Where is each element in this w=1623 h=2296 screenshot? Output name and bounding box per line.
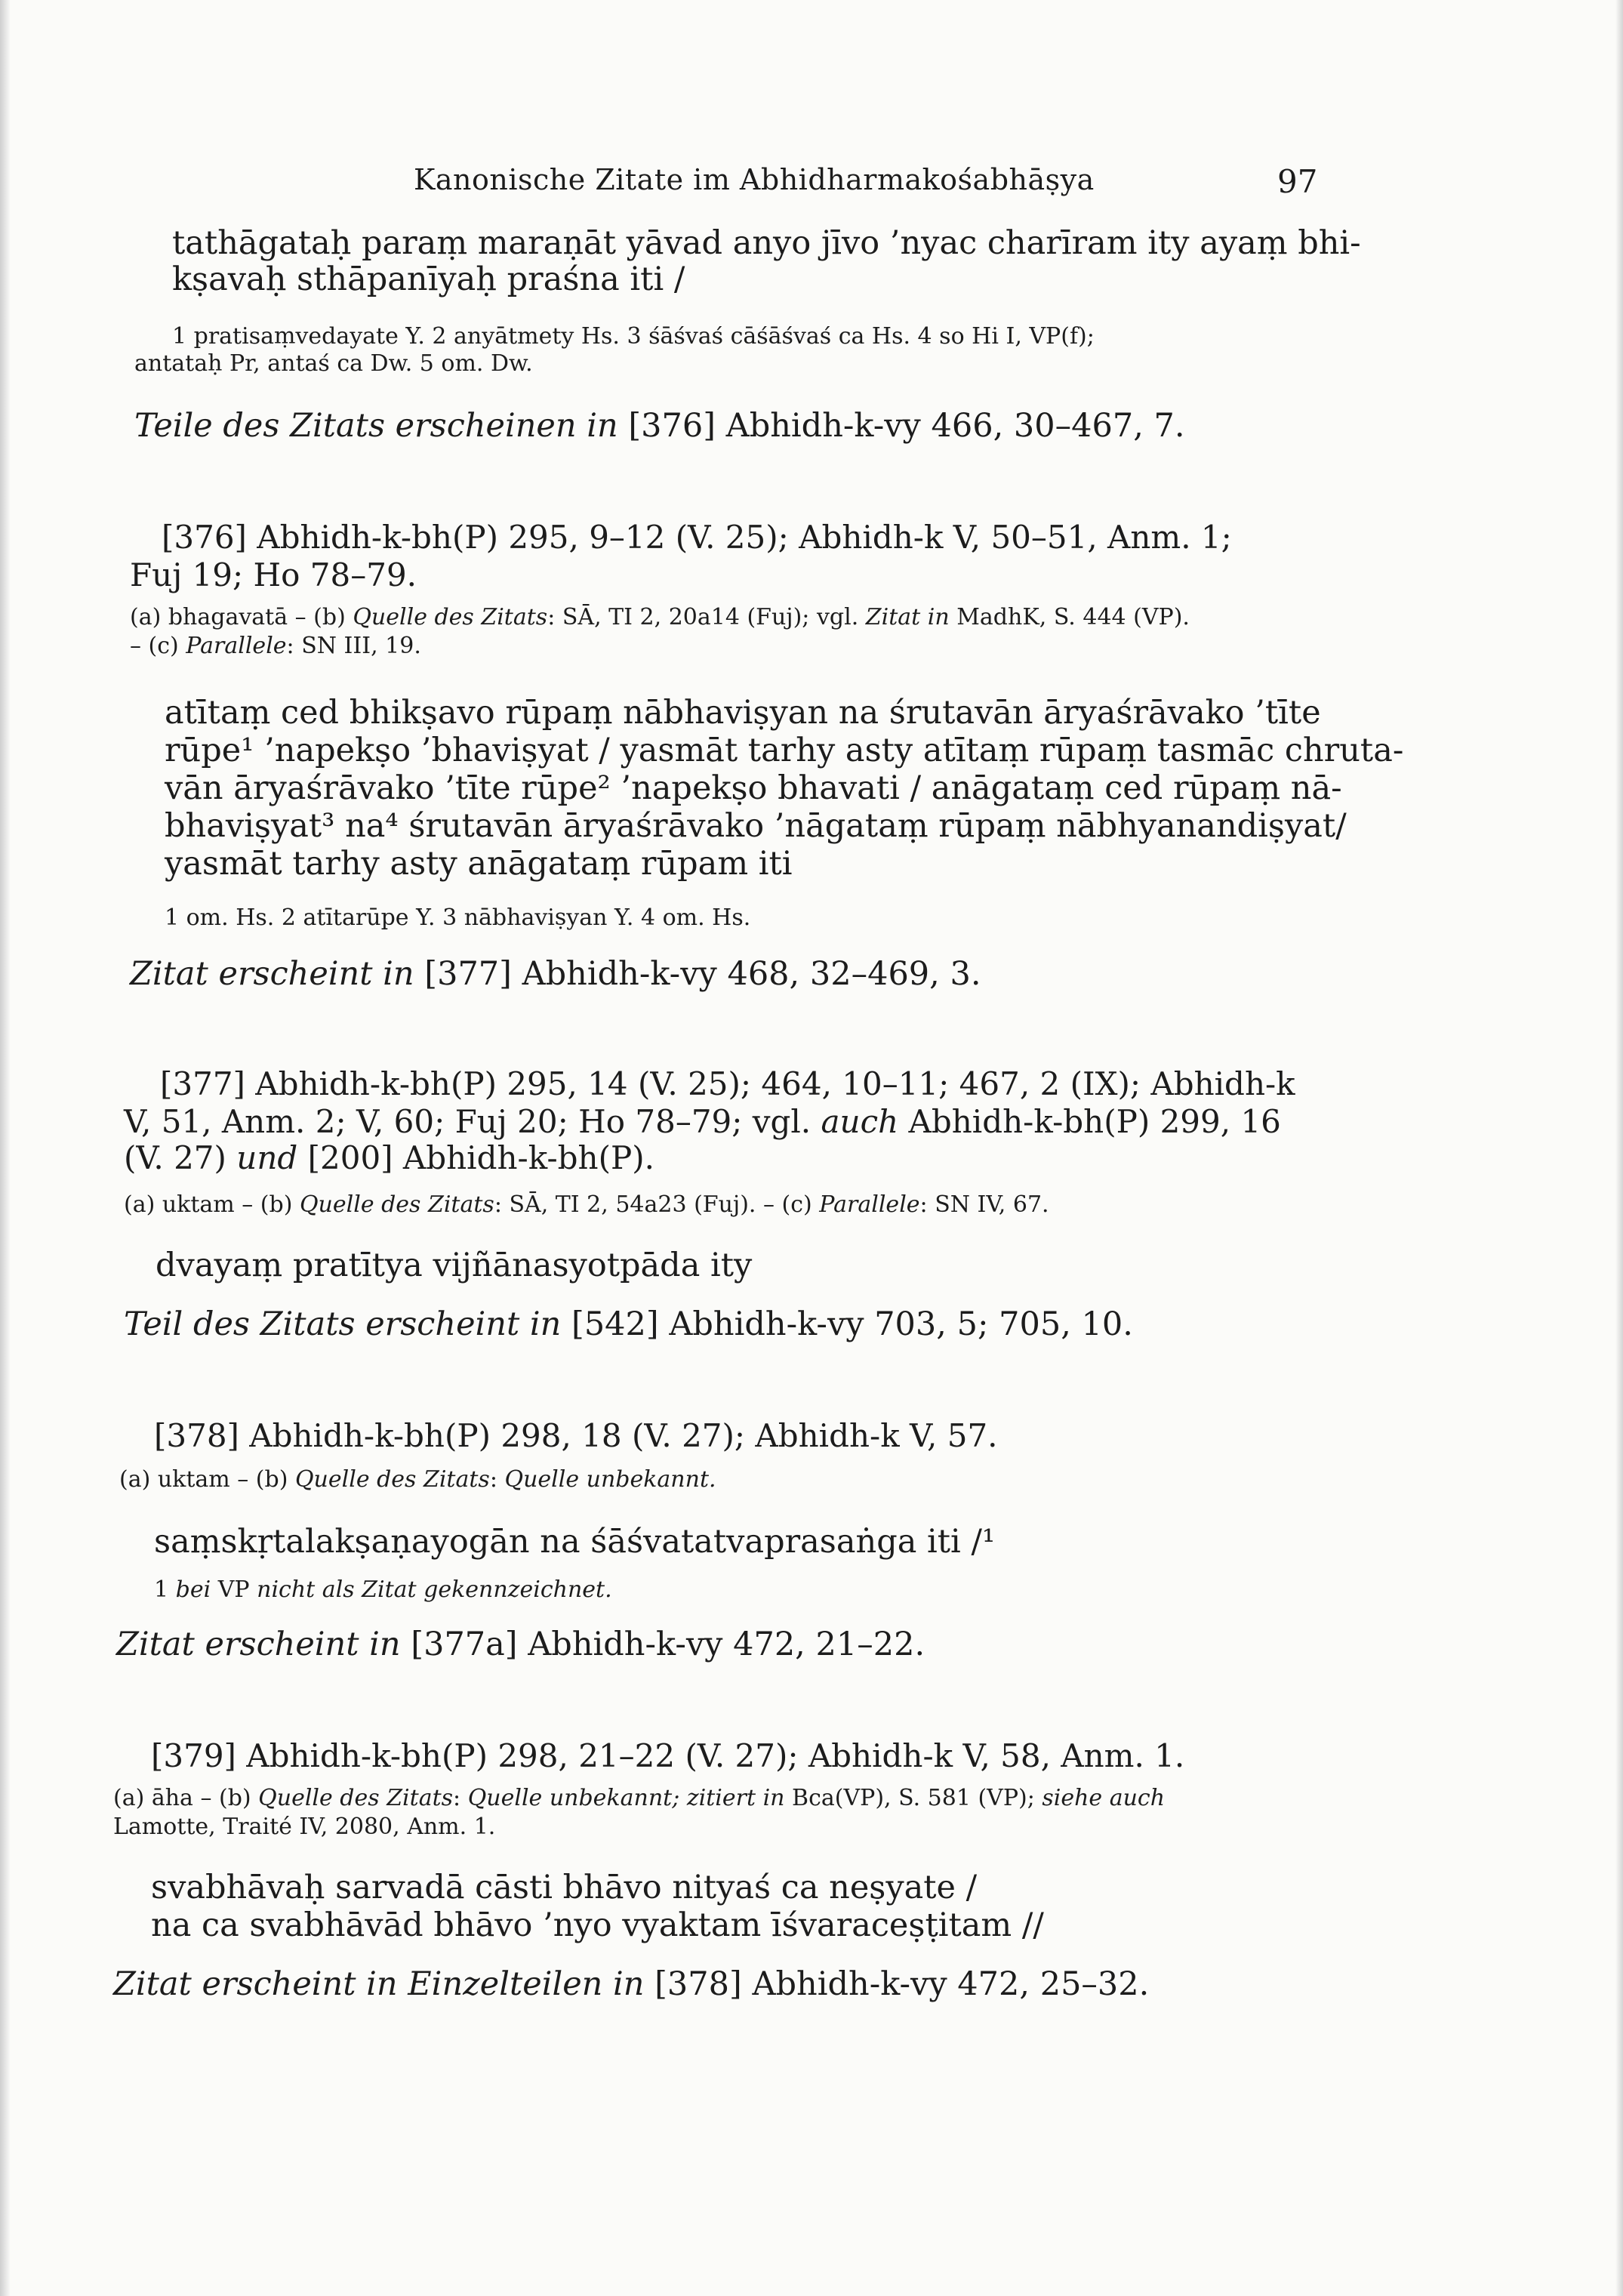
appearance-line: [130, 956, 981, 992]
note-text: Bca(VP), S. 581 (VP);: [784, 1785, 1042, 1811]
fn-text: 1: [154, 1576, 176, 1603]
ref-text: V, 51, Anm. 2; V, 60; Fuj 20; Ho 78–79; vgl.: [124, 1103, 821, 1140]
source-note: [124, 1191, 1049, 1219]
note-italic: Quelle des Zitats: [299, 1191, 494, 1218]
quote-line: bhaviṣyat³ na⁴ śrutavān āryaśrāvako ’nāgataṃ rūpaṃ nābhyanandiṣyat/: [165, 807, 1347, 845]
footnote-line: antataḥ Pr, antaś ca Dw. 5 om. Dw.: [134, 350, 533, 377]
quote-line: dvayaṃ pratītya vijñānasyotpāda ity: [156, 1247, 753, 1284]
running-title: Kanonische Zitate im Abhidharmakośabhāṣya: [414, 163, 1095, 196]
note-text: : SĀ, TI 2, 54a23 (Fuj). – (c): [494, 1191, 820, 1218]
source-note: [119, 1466, 716, 1493]
appearance-line: [113, 1966, 1149, 2002]
footnote-line: 1 pratisaṃvedayate Y. 2 anyātmety Hs. 3 śāśvaś cāśāśvaś ca Hs. 4 so Hi I, VP(f);: [172, 323, 1095, 350]
note-text: : SN IV, 67.: [919, 1191, 1049, 1218]
reference-line: [376] Abhidh-k-bh(P) 295, 9–12 (V. 25); Abhidh-k V, 50–51, Anm. 1;: [162, 519, 1232, 556]
quote-line: rūpe¹ ’napekṣo ’bhaviṣyat / yasmāt tarhy asty atītaṃ rūpaṃ tasmāc chruta-: [165, 732, 1404, 769]
note-italic: Parallele: [186, 633, 287, 659]
quote-line: yasmāt tarhy asty anāgataṃ rūpam iti: [165, 845, 793, 883]
fn-italic: nicht als Zitat gekennzeichnet.: [257, 1576, 612, 1603]
note-italic: Zitat in: [865, 604, 950, 630]
reference-line: Fuj 19; Ho 78–79.: [130, 556, 417, 593]
note-italic: siehe auch: [1042, 1785, 1166, 1811]
footnote-line: [154, 1576, 612, 1604]
source-note: [130, 604, 1190, 631]
note-text: (a) bhagavatā – (b): [130, 604, 353, 630]
note-text: (a) uktam – (b): [124, 1191, 300, 1218]
ref-text: Abhidh-k-bh(P) 299, 16: [898, 1103, 1281, 1140]
page-number: 97: [1277, 163, 1318, 200]
note-italic: Quelle unbekannt.: [504, 1466, 716, 1493]
note-italic: Quelle unbekannt; zitiert in: [467, 1785, 785, 1811]
appearance-label: Teil des Zitats erscheint in: [124, 1305, 562, 1343]
quote-line: vān āryaśrāvako ’tīte rūpe² ’napekṣo bhavati / anāgataṃ ced rūpaṃ nā-: [165, 769, 1342, 807]
appearance-label: Teile des Zitats erscheinen in: [134, 407, 618, 445]
ref-italic: auch: [821, 1103, 899, 1140]
note-italic: Parallele: [819, 1191, 920, 1218]
note-italic: Quelle des Zitats: [294, 1466, 490, 1493]
reference-line: [124, 1104, 1281, 1140]
ref-text: (V. 27): [124, 1139, 237, 1176]
note-text: : SN III, 19.: [286, 633, 421, 659]
note-text: :: [453, 1785, 468, 1811]
page-edge-left: [0, 0, 11, 2296]
note-text: (a) āha – (b): [113, 1785, 259, 1811]
note-text: – (c): [130, 633, 186, 659]
appearance-label: Zitat erscheint in: [116, 1626, 401, 1663]
page-edge-right: [1615, 0, 1623, 2296]
quote-line: kṣavaḥ sthāpanīyaḥ praśna iti /: [172, 260, 685, 298]
quote-line: na ca svabhāvād bhāvo ’nyo vyaktam īśvaraceṣṭitam //: [151, 1906, 1044, 1944]
appearance-ref: [377a] Abhidh-k-vy 472, 21–22.: [400, 1626, 925, 1663]
ref-text: [200] Abhidh-k-bh(P).: [297, 1139, 654, 1176]
reference-line: [378] Abhidh-k-bh(P) 298, 18 (V. 27); Abhidh-k V, 57.: [154, 1417, 998, 1454]
note-italic: Quelle des Zitats: [258, 1785, 454, 1811]
reference-line: [379] Abhidh-k-bh(P) 298, 21–22 (V. 27); Abhidh-k V, 58, Anm. 1.: [151, 1737, 1185, 1774]
source-note: [113, 1785, 1165, 1812]
quote-line: atītaṃ ced bhikṣavo rūpaṃ nābhaviṣyan na śrutavān āryaśrāvako ’tīte: [165, 694, 1321, 732]
appearance-line: [116, 1626, 925, 1663]
fn-italic: bei: [175, 1576, 211, 1603]
note-text: : SĀ, TI 2, 20a14 (Fuj); vgl.: [547, 604, 866, 630]
appearance-label: Zitat erscheint in: [130, 955, 414, 993]
appearance-line: [134, 408, 1185, 444]
quote-line: saṃskṛtalakṣaṇayogān na śāśvatatvaprasaṅga iti /¹: [154, 1523, 996, 1561]
ref-italic: und: [236, 1139, 298, 1176]
appearance-ref: [542] Abhidh-k-vy 703, 5; 705, 10.: [561, 1305, 1133, 1343]
note-text: :: [489, 1466, 505, 1493]
note-italic: Quelle des Zitats: [353, 604, 548, 630]
appearance-ref: [377] Abhidh-k-vy 468, 32–469, 3.: [414, 955, 981, 993]
appearance-ref: [376] Abhidh-k-vy 466, 30–467, 7.: [617, 407, 1185, 445]
fn-text: VP: [211, 1576, 257, 1603]
reference-line: [377] Abhidh-k-bh(P) 295, 14 (V. 25); 464, 10–11; 467, 2 (IX); Abhidh-k: [160, 1065, 1295, 1102]
appearance-line: [124, 1306, 1133, 1342]
reference-line: [124, 1140, 654, 1176]
quote-line: tathāgataḥ paraṃ maraṇāt yāvad anyo jīvo ’nyac charīram ity ayaṃ bhi-: [172, 224, 1361, 262]
quote-line: svabhāvaḥ sarvadā cāsti bhāvo nityaś ca neṣyate /: [151, 1869, 978, 1906]
source-note: [130, 633, 421, 660]
appearance-ref: [378] Abhidh-k-vy 472, 25–32.: [644, 1965, 1150, 2003]
source-note: Lamotte, Traité IV, 2080, Anm. 1.: [113, 1814, 496, 1840]
note-text: MadhK, S. 444 (VP).: [949, 604, 1190, 630]
footnote-line: 1 om. Hs. 2 atītarūpe Y. 3 nābhaviṣyan Y. 4 om. Hs.: [165, 905, 751, 931]
note-text: (a) uktam – (b): [119, 1466, 295, 1493]
appearance-label: Zitat erscheint in Einzelteilen in: [113, 1965, 645, 2003]
